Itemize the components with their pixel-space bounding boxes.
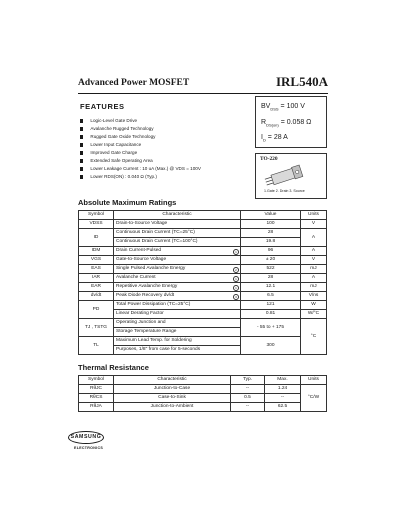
table-row: Linear Derating Factor 0.81 W/°C (79, 310, 327, 319)
feature-item: Logic-Level Gate Drive (80, 117, 201, 125)
spec-bvdss: $BV_{DSS} = 100$ V (261, 103, 305, 112)
table-row: RθCS Case-to-Sink 0.5 -- (79, 394, 327, 403)
feature-item: Lower RDS(ON) : 0.040 Ω (Typ.) (80, 173, 201, 181)
features-title: FEATURES (80, 102, 125, 111)
package-pinout: 1.Gate 2. Drain 3. Source (264, 189, 305, 193)
table-row: EAR Repetitive Avalanche Energy 1 12.1 mJ (79, 283, 327, 292)
table-row: EAS Single Pulsed Avalanche Energy 2 522 mJ (79, 265, 327, 274)
bullet-icon (80, 119, 83, 122)
spec-id: $I_D = 28$ A (261, 134, 288, 143)
abs-max-title: Absolute Maximum Ratings (78, 198, 177, 207)
thermal-table (78, 375, 327, 412)
table-row: VDSS Drain-to-Source Voltage 100 V (79, 220, 327, 229)
bullet-icon (80, 151, 83, 154)
table-row: dv/dt Peak Diode Recovery dv/dt 3 6.5 V/ns (79, 292, 327, 301)
table-row: PD Total Power Dissipation (TC=25°C) 121 W (79, 301, 327, 310)
feature-item: Extended Safe Operating Area (80, 157, 201, 165)
table-header-row: Symbol Characteristic Typ. Max. Units (79, 376, 327, 385)
feature-item: Lower Leakage Current : 10 uA (Max.) @ VDS = 100V (80, 165, 201, 173)
features-list (80, 117, 201, 181)
table-row: Storage Temperature Range (79, 328, 327, 337)
part-number: IRL540A (275, 74, 328, 89)
table-row: Continuous Drain Current (TC=100°C) 19.8 (79, 238, 327, 247)
bullet-icon (80, 135, 83, 138)
table-row: RθJC Junction-to-Case -- 1.24 °C/W (79, 385, 327, 394)
table-row: TL Maximum Lead Temp. for Soldering 300 (79, 337, 327, 346)
table-row: VGS Gate-to-Source Voltage ± 20 V (79, 256, 327, 265)
note-marker-icon: 1 (233, 276, 239, 282)
thermal-title: Thermal Resistance (78, 363, 149, 372)
table-row: RθJA Junction-to-Ambient -- 62.5 (79, 403, 327, 412)
bullet-icon (80, 159, 83, 162)
bullet-icon (80, 167, 83, 170)
table-header-row: Symbol Characteristic Value Units (79, 211, 327, 220)
table-row: IDM Drain Current-Pulsed 1 96 A (79, 247, 327, 256)
table-row: IAR Avalanche Current 1 28 A (79, 274, 327, 283)
samsung-logo: SAMSUNG (68, 431, 104, 444)
note-marker-icon: 1 (233, 285, 239, 291)
table-row: TJ , TSTG Operating Junction and - 55 to + 175 °C (79, 319, 327, 328)
header-rule (78, 93, 328, 94)
feature-item: Avalanche Rugged Technology (80, 125, 201, 133)
document-subtitle: Advanced Power MOSFET (78, 78, 190, 88)
feature-item: Improved Gate Charge (80, 149, 201, 157)
note-marker-icon: 2 (233, 267, 239, 273)
abs-max-table (78, 210, 327, 355)
spec-rdson: $R_{DS(on)} = 0.058$ Ω (261, 119, 312, 128)
bullet-icon (80, 127, 83, 130)
package-name: TO-220 (260, 156, 278, 162)
samsung-logo-subtitle: ELECTRONICS (74, 446, 104, 450)
to220-package-icon (264, 163, 312, 189)
note-marker-icon: 3 (233, 294, 239, 300)
table-row: ID Continuous Drain Current (TC=25°C) 28 A (79, 229, 327, 238)
note-marker-icon: 1 (233, 249, 239, 255)
table-row: Purposes, 1/8" from case for 5-seconds (79, 346, 327, 355)
feature-item: Lower Input Capacitance (80, 141, 201, 149)
bullet-icon (80, 143, 83, 146)
feature-item: Rugged Gate Oxide Technology (80, 133, 201, 141)
bullet-icon (80, 175, 83, 178)
